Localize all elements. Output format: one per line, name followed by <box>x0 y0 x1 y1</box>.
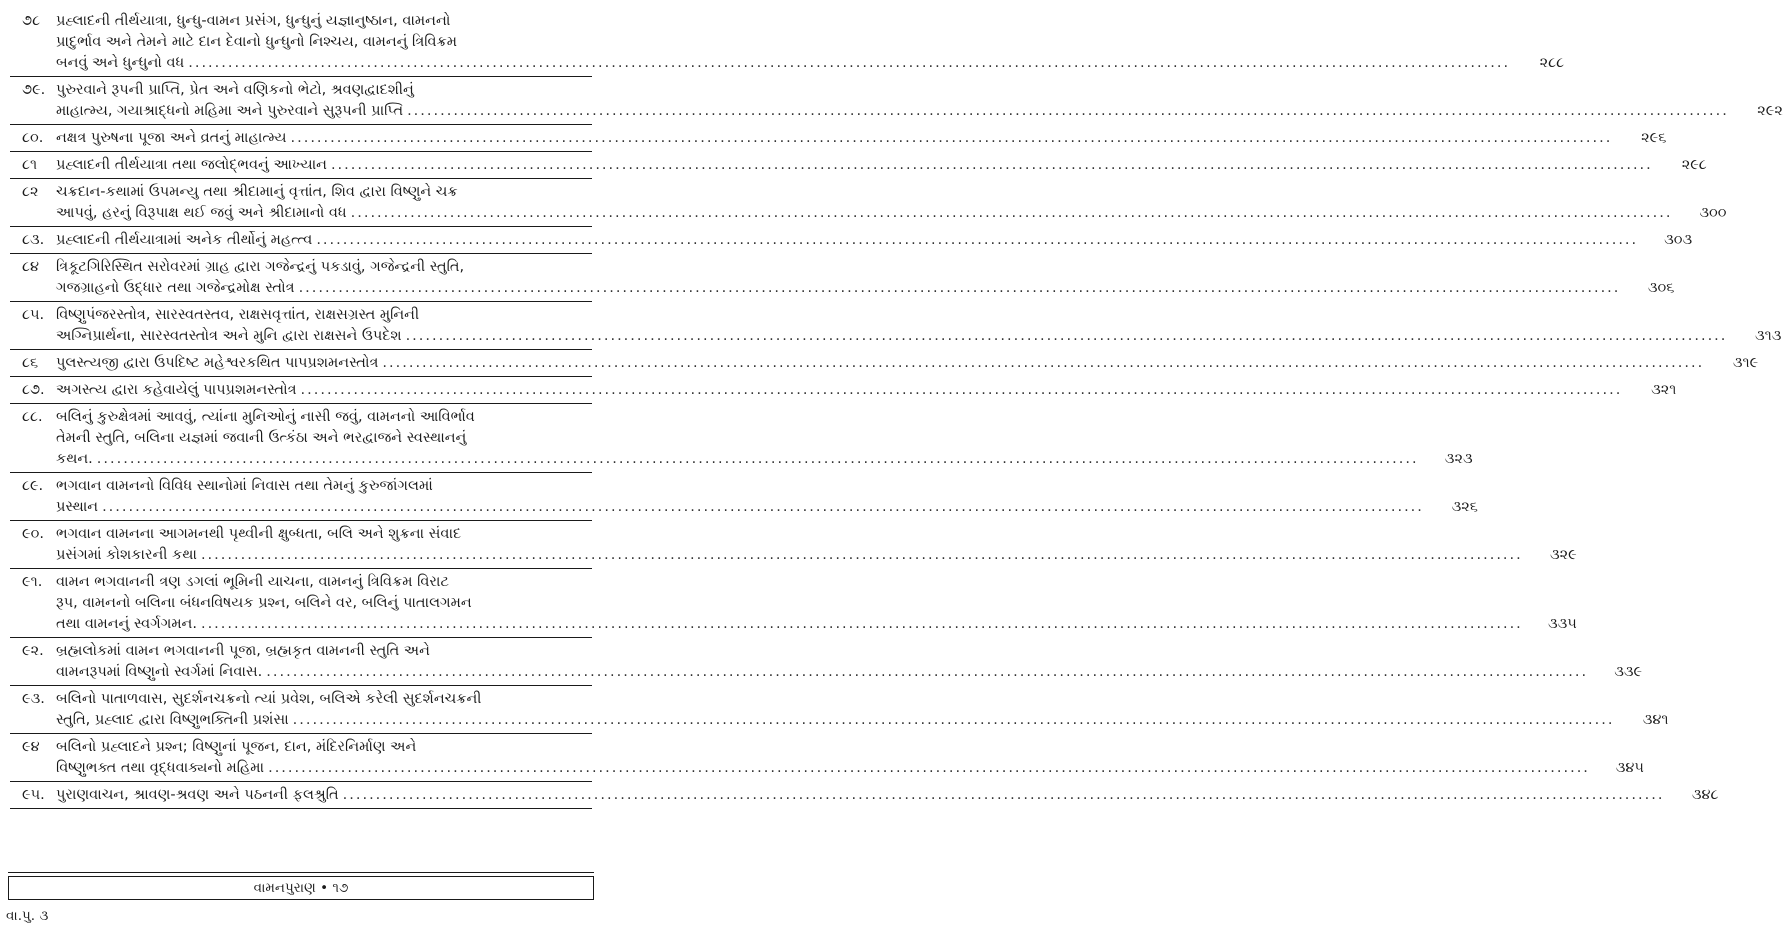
dot-leader: ........................................................................................................................................................................................................ <box>405 328 1728 344</box>
toc-entry <box>10 152 1707 179</box>
footer-title: વામનપુરાણ • ૧૭ <box>253 880 349 896</box>
entry-number: ૯૨. <box>22 643 44 659</box>
entry-number: ૮૮. <box>22 409 43 425</box>
entry-title: પુલસ્ત્યજી દ્વારા ઉપદિષ્ટ મહેશ્વરકથિત પાપપ્રશમનસ્તોત્ર <box>56 355 379 371</box>
page-number: ૨૯૬ <box>1641 130 1667 146</box>
table-of-contents <box>10 8 1783 809</box>
dot-leader: ........................................................................................................................................................................................................ <box>266 664 1589 680</box>
running-footer <box>8 876 594 900</box>
entry-body <box>56 80 1783 122</box>
toc-entry <box>10 8 1565 77</box>
page-number: ૩૧૩ <box>1754 328 1782 344</box>
toc-entry <box>10 404 1473 473</box>
entry-body <box>56 305 1781 347</box>
entry-last-line <box>56 326 1781 347</box>
entry-title: પુરાણવાચન, શ્રાવણ-શ્રવણ અને પઠનની ફલશ્રુતિ <box>56 787 339 803</box>
dot-leader: ........................................................................................................................................................................................................ <box>316 232 1639 248</box>
entry-title: નક્ષત્ર પુરુષના પૂજા અને વ્રતનું માહાત્મ્ય <box>56 130 287 146</box>
page-number: ૩૨૩ <box>1444 451 1473 467</box>
entry-body <box>56 155 1707 176</box>
toc-entry <box>10 302 1782 350</box>
entry-number: ૮૯. <box>22 478 44 494</box>
entry-last-line <box>56 545 1577 566</box>
entry-body <box>56 737 1644 779</box>
dot-leader: ........................................................................................................................................................................................................ <box>268 760 1590 776</box>
toc-entry <box>10 377 1677 404</box>
dot-leader: ........................................................................................................................................................................................................ <box>342 787 1665 803</box>
entry-title: પ્રસ્થાન <box>56 499 99 515</box>
entry-last-line <box>56 497 1478 518</box>
entry-body <box>56 182 1726 224</box>
entry-last-line <box>56 155 1707 176</box>
dot-leader: ........................................................................................................................................................................................................ <box>382 355 1705 371</box>
entry-number: ૮૨ <box>22 184 39 200</box>
entry-number: ૮૭. <box>22 382 45 398</box>
entry-last-line <box>56 101 1783 122</box>
dot-leader: ........................................................................................................................................................................................................ <box>407 103 1729 119</box>
entry-last-line <box>56 353 1758 374</box>
entry-line: બલિનો પ્રહ્લાદને પ્રશ્ન; વિષ્ણુનાં પૂજન, દાન, મંદિરનિર્માણ અને <box>56 739 417 755</box>
entry-number: ૯૦. <box>22 526 44 542</box>
toc-entry <box>10 521 1577 569</box>
entry-line: બલિનું કુરુક્ષેત્રમાં આવવું, ત્યાંના મુનિઓનું નાસી જવું, વામનનો આવિર્ભાવ <box>56 409 475 425</box>
entry-last-line <box>56 128 1666 149</box>
page-number: ૩૩૯ <box>1614 664 1643 680</box>
entry-title: વિષ્ણુભક્ત તથા વૃદ્ધવાક્યનો મહિમા <box>56 760 265 776</box>
entry-last-line <box>56 203 1726 224</box>
toc-entry <box>10 734 1644 782</box>
entry-number: ૮૫. <box>22 307 45 323</box>
entry-number: ૯૩. <box>22 691 45 707</box>
entry-body <box>56 230 1692 251</box>
entry-line: બ્રહ્મલોકમાં વામન ભગવાનની પૂજા, બ્રહ્મકૃત વામનની સ્તુતિ અને <box>56 643 430 659</box>
entry-title: પ્રહ્લાદની તીર્થયાત્રામાં અનેક તીર્થોનું મહત્ત્વ <box>56 232 313 248</box>
toc-entry <box>10 179 1727 227</box>
entry-title: પ્રસંગમાં કોશકારની કથા <box>56 547 197 563</box>
entry-line: ત્રિકૂટગિરિસ્થિત સરોવરમાં ગ્રાહ દ્વારા ગજેન્દ્રનું પકડાવું, ગજેન્દ્રની સ્તુતિ, <box>56 259 465 275</box>
entry-last-line <box>56 785 1718 806</box>
dot-leader: ........................................................................................................................................................................................................ <box>200 616 1523 632</box>
dot-leader: ........................................................................................................................................................................................................ <box>188 55 1511 71</box>
toc-entry <box>10 227 1693 254</box>
entry-number: ૭૯. <box>22 82 46 98</box>
dot-leader: ........................................................................................................................................................................................................ <box>96 451 1419 467</box>
toc-entry <box>10 77 1783 125</box>
entry-last-line <box>56 278 1674 299</box>
entry-line: તેમની સ્તુતિ, બલિના યજ્ઞમાં જવાની ઉત્કંઠા અને ભરદ્વાજને સ્વસ્થાનનું <box>56 430 467 446</box>
toc-entry <box>10 638 1643 686</box>
entry-title: આપવું, હરનું વિરૂપાક્ષ થઈ જવું અને શ્રીદામાનો વધ <box>56 205 347 221</box>
entry-body <box>56 128 1666 149</box>
entry-number: ૯૪ <box>22 739 40 755</box>
entry-last-line <box>56 53 1564 74</box>
entry-body <box>56 353 1758 374</box>
dot-leader: ........................................................................................................................................................................................................ <box>330 157 1653 173</box>
entry-title: સ્તુતિ, પ્રહ્લાદ દ્વારા વિષ્ણુભક્તિની પ્રશંસા <box>56 712 289 728</box>
entry-title: અગસ્ત્ય દ્વારા કહેવાયેલું પાપપ્રશમનસ્તોત્ર <box>56 382 297 398</box>
dot-leader: ........................................................................................................................................................................................................ <box>300 382 1623 398</box>
dot-leader: ........................................................................................................................................................................................................ <box>292 712 1615 728</box>
entry-body <box>56 11 1564 74</box>
page-number: ૩૨૬ <box>1451 499 1478 515</box>
page-number: ૩૪૧ <box>1642 712 1669 728</box>
page-number: ૩૦૩ <box>1664 232 1693 248</box>
entry-title: માહાત્મ્ય, ગયાશ્રાદ્ધનો મહિમા અને પુરુરવાને સુરૂપની પ્રાપ્તિ <box>56 103 404 119</box>
entry-title: બનવું અને ધુન્ધુનો વધ <box>56 55 185 71</box>
entry-line: રૂપ, વામનનો બલિના બંધનવિષયક પ્રશ્ન, બલિને વર, બલિનું પાતાલગમન <box>56 595 472 611</box>
entry-number: ૭૮ <box>22 13 41 29</box>
entry-title: ગજગ્રાહનો ઉદ્ધાર તથા ગજેન્દ્રમોક્ષ સ્તોત્ર <box>56 280 295 296</box>
toc-entry <box>10 350 1759 377</box>
entry-title: અગ્નિપ્રાર્થના, સારસ્વતસ્તોત્ર અને મુનિ દ્વારા રાક્ષસને ઉપદેશ <box>56 328 402 344</box>
entry-body <box>56 785 1718 806</box>
dot-leader: ........................................................................................................................................................................................................ <box>298 280 1621 296</box>
entry-last-line <box>56 614 1577 635</box>
entry-body <box>56 641 1642 683</box>
entry-number: ૯૫. <box>22 787 45 803</box>
entry-line: ભગવાન વામનના આગમનથી પૃથ્વીની ક્ષુબ્ધતા, બલિ અને શુક્રના સંવાદ <box>56 526 462 542</box>
entry-line: ચક્રદાન-કથામાં ઉપમન્યુ તથા શ્રીદામાનું વૃત્તાંત, શિવ દ્વારા વિષ્ણુને ચક્ર <box>56 184 458 200</box>
entry-body <box>56 476 1478 518</box>
entry-title: તથા વામનનું સ્વર્ગગમન. <box>56 616 197 632</box>
entry-last-line <box>56 449 1473 470</box>
page-number: ૨૯૨ <box>1757 103 1783 119</box>
toc-entry <box>10 686 1669 734</box>
entry-body <box>56 524 1577 566</box>
entry-line: વામન ભગવાનની ત્રણ ડગલાં ભૂમિની યાચના, વામનનું ત્રિવિક્રમ વિરાટ <box>56 574 449 590</box>
page-number: ૩૨૧ <box>1651 382 1677 398</box>
entry-number: ૯૧. <box>22 574 43 590</box>
page-number: ૩૦૬ <box>1647 280 1675 296</box>
entry-title: કથન. <box>56 451 93 467</box>
entry-line: ભગવાન વામનનો વિવિધ સ્થાનોમાં નિવાસ તથા તેમનું કુરુજાંગલમાં <box>56 478 433 494</box>
page-number: ૩૦૦ <box>1699 205 1727 221</box>
entry-body <box>56 407 1473 470</box>
entry-last-line <box>56 380 1676 401</box>
page-number: ૩૪૮ <box>1691 787 1719 803</box>
entry-last-line <box>56 710 1668 731</box>
toc-entry <box>10 473 1478 521</box>
dot-leader: ........................................................................................................................................................................................................ <box>200 547 1523 563</box>
entry-number: ૮૦. <box>22 130 44 146</box>
dot-leader: ........................................................................................................................................................................................................ <box>102 499 1424 515</box>
entry-line: પુરુરવાને રૂપની પ્રાપ્તિ, પ્રેત અને વણિકનો ભેટો, શ્રવણદ્વાદશીનું <box>56 82 414 98</box>
page-number: ૩૩૫ <box>1547 616 1577 632</box>
dot-leader: ........................................................................................................................................................................................................ <box>290 130 1613 146</box>
toc-entry <box>10 125 1667 152</box>
entry-line: વિષ્ણુપંજરસ્તોત્ર, સારસ્વતસ્તવ, રાક્ષસવૃત્તાંત, રાક્ષસગ્રસ્ત મુનિની <box>56 307 420 323</box>
page-number: ૩૨૯ <box>1550 547 1577 563</box>
entry-last-line <box>56 758 1644 779</box>
entry-last-line <box>56 230 1692 251</box>
entry-last-line <box>56 662 1642 683</box>
entry-body <box>56 572 1577 635</box>
dot-leader: ........................................................................................................................................................................................................ <box>350 205 1673 221</box>
toc-entry <box>10 569 1577 638</box>
entry-title: વામનરૂપમાં વિષ્ણુનો સ્વર્ગમાં નિવાસ. <box>56 664 263 680</box>
signature-mark: વા.પુ. ૩ <box>6 908 49 924</box>
entry-number: ૮૬ <box>22 355 39 371</box>
entry-body <box>56 257 1674 299</box>
entry-line: પ્રાદુર્ભાવ અને તેમને માટે દાન દેવાનો ધુન્ધુનો નિશ્ચય, વામનનું ત્રિવિક્રમ <box>56 34 458 50</box>
page-number: ૨૯૮ <box>1681 157 1707 173</box>
entry-number: ૮૧ <box>22 157 38 173</box>
entry-body <box>56 380 1676 401</box>
entry-number: ૮૪ <box>22 259 39 275</box>
entry-body <box>56 689 1668 731</box>
entry-line: પ્રહ્લાદની તીર્થયાત્રા, ધુન્ધુ-વામન પ્રસંગ, ધુન્ધુનું યજ્ઞાનુષ્ઠાન, વામનનો <box>56 13 451 29</box>
toc-entry <box>10 782 1719 809</box>
entry-number: ૮૩. <box>22 232 45 248</box>
entry-line: બલિનો પાતાળવાસ, સુદર્શનચક્રનો ત્યાં પ્રવેશ, બલિએ કરેલી સુદર્શનચક્રની <box>56 691 482 707</box>
entry-title: પ્રહ્લાદની તીર્થયાત્રા તથા જલોદ્‌ભવનું આખ્યાન <box>56 157 327 173</box>
toc-entry <box>10 254 1675 302</box>
page-number: ૨૮૮ <box>1539 55 1565 71</box>
page-number: ૩૪૫ <box>1615 760 1644 776</box>
page-number: ૩૧૯ <box>1732 355 1759 371</box>
